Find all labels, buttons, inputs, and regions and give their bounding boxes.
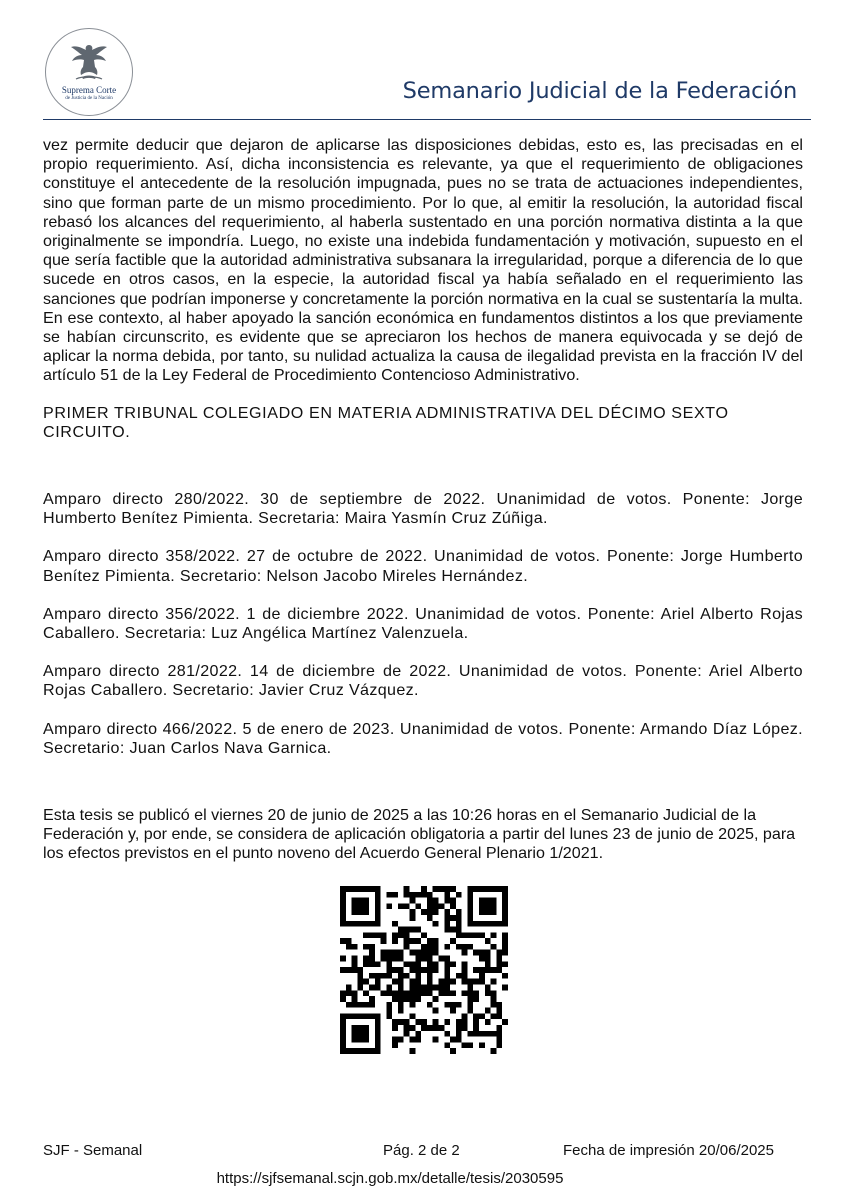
site-title: Semanario Judicial de la Federación	[402, 78, 797, 104]
court-name: PRIMER TRIBUNAL COLEGIADO EN MATERIA ADMINISTRATIVA DEL DÉCIMO SEXTO CIRCUITO.	[43, 403, 729, 441]
amparo-entry-4: Amparo directo 281/2022. 14 de diciembre de 2022. Unanimidad de votos. Ponente: Ariel Alberto Rojas Caballero. Secretario: Javier Cruz Vázquez.	[43, 662, 803, 700]
eagle-emblem-icon	[68, 39, 110, 83]
qr-code-icon	[340, 886, 508, 1054]
amparo-entry-3: Amparo directo 356/2022. 1 de diciembre 2022. Unanimidad de votos. Ponente: Ariel Alberto Rojas Caballero. Secretaria: Luz Angélica Martínez Valenzuela.	[43, 604, 803, 643]
document-body	[43, 136, 803, 864]
publication-note: Esta tesis se publicó el viernes 20 de junio de 2025 a las 10:26 horas en el Semanario Judicial de la Federación y, por ende, se considera de aplicación obligatoria a partir del lunes 23 de junio de 2025, para los efectos previstos en el punto noveno del Acuerdo General Plenario 1/2021.	[43, 806, 796, 863]
header-divider	[43, 119, 811, 120]
footer-print-date: Fecha de impresión 20/06/2025	[563, 1142, 774, 1159]
thesis-paragraph: vez permite deducir que dejaron de aplicarse las disposiciones debidas, esto es, las precisadas en el propio requerimiento. Así, dicha inconsistencia es relevante, ya que el requerimiento de obligaciones constituye el antecedente de la resolución impugnada, pues no se trata de actuaciones independientes, sino que forman parte de un mismo procedimiento. Por lo que, al emitir la resolución, la autoridad fiscal rebasó los alcances del requerimiento, al haberla sustentado en una porción normativa distinta a la que originalmente se impondría. Luego, no existe una indebida fundamentación y motivación, supuesto en el que sería factible que la autoridad administrativa subsanara la irregularidad, porque a diferencia de lo que sucede en otros casos, en la especie, la autoridad fiscal ya había señalado en el requerimiento las sanciones que podrían imponerse y concretamente la porción normativa en la cual se sustentaría la multa. En ese contexto, al haber apoyado la sanción económica en fundamentos distintos a los que previamente se habían circunscrito, es evidente que se apreciaron los hechos de manera equivocada y se dejó de aplicar la norma debida, por tanto, su nulidad actualiza la causa de ilegalidad prevista en la fracción IV del artículo 51 de la Ley Federal de Procedimiento Contencioso Administrativo.	[43, 136, 803, 385]
seal-text-line2: de Justicia de la Nación	[65, 96, 113, 101]
footer-publication: SJF - Semanal	[43, 1142, 143, 1159]
footer-page-number: Pág. 2 de 2	[383, 1142, 460, 1159]
scjn-seal-logo	[45, 28, 133, 116]
amparo-entry-2: Amparo directo 358/2022. 27 de octubre de 2022. Unanimidad de votos. Ponente: Jorge Humberto Benítez Pimienta. Secretario: Nelson Jacobo Mireles Hernández.	[43, 547, 803, 585]
seal-text-line1: Suprema Corte	[61, 85, 117, 95]
amparo-entry-5: Amparo directo 466/2022. 5 de enero de 2023. Unanimidad de votos. Ponente: Armando Díaz López. Secretario: Juan Carlos Nava Garnica.	[43, 719, 803, 757]
amparo-entry-1: Amparo directo 280/2022. 30 de septiembre de 2022. Unanimidad de votos. Ponente: Jorge Humberto Benítez Pimienta. Secretaria: Maira Yasmín Cruz Zúñiga.	[43, 490, 803, 528]
footer-url: https://sjfsemanal.scjn.gob.mx/detalle/tesis/2030595	[216, 1170, 564, 1187]
